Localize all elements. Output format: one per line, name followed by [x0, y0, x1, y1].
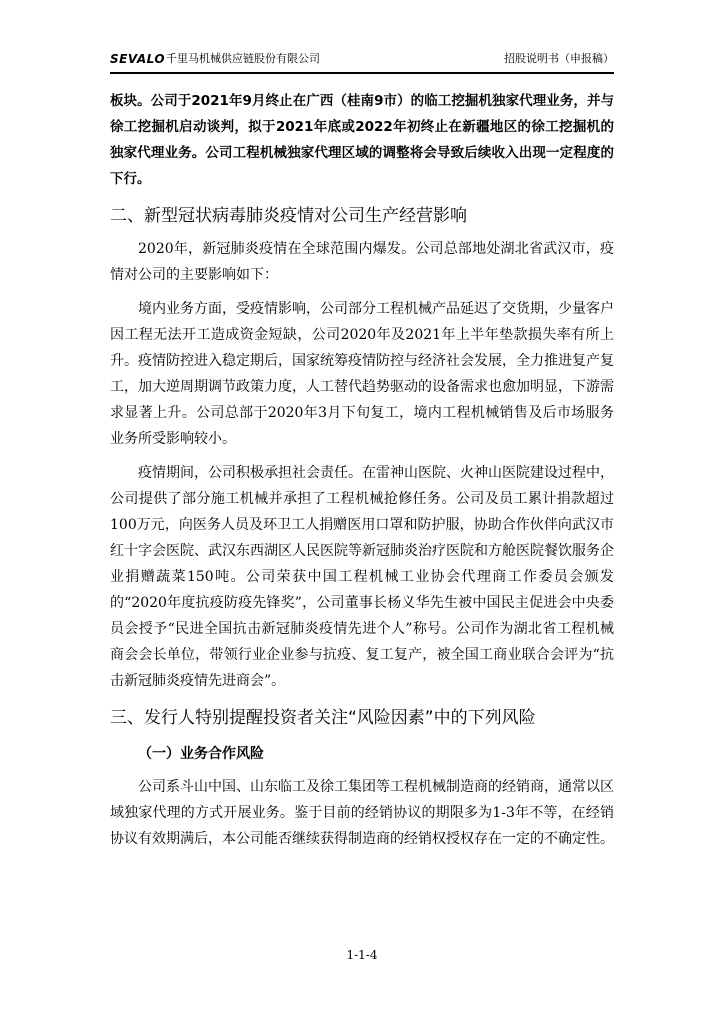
company-logo: SEVALO — [110, 52, 166, 66]
section-heading-covid: 二、新型冠状病毒肺炎疫情对公司生产经营影响 — [110, 206, 467, 226]
paragraph-domestic-business: 境内业务方面，受疫情影响，公司部分工程机械产品延迟了交货期，少量客户因工程无法开工造成资金短缺，公司2020年及2021年上半年垫款损失率有所上升。疫情防控进入稳定期后，国家统筹疫情防控与经济社会发展，全力推进复产复工，加大逆周期调节政策力度，人工替代趋势驱动的设备需求也愈加明显，下游需求显著上升。公司总部于2020年3月下旬复工，境内工程机械销售及后市场服务业务所受影响较小。 — [110, 301, 614, 447]
section-heading-risk: 三、发行人特别提醒投资者关注“风险因素”中的下列风险 — [110, 708, 536, 728]
document-type: 招股说明书（申报稿） — [504, 52, 614, 65]
paragraph-business-risk: 公司系斗山中国、山东临工及徐工集团等工程机械制造商的经销商，通常以区域独家代理的方式开展业务。鉴于目前的经销协议的期限多为1-3年不等，在经销协议有效期满后，本公司能否继续获得制造商的经销权授权存在一定的不确定性。 — [110, 779, 614, 847]
page-content — [110, 88, 614, 852]
paragraph-covid-intro: 2020年，新冠肺炎疫情在全球范围内爆发。公司总部地处湖北省武汉市，疫情对公司的主要影响如下： — [110, 241, 614, 283]
paragraph-social-responsibility: 疫情期间，公司积极承担社会责任。在雷神山医院、火神山医院建设过程中，公司提供了部分施工机械并承担了工程机械抢修任务。公司及员工累计捐款超过100万元，向医务人员及环卫工人捐赠医用口罩和防护服，协助合作伙伴向武汉市红十字会医院、武汉东西湖区人民医院等新冠肺炎治疗医院和方舱医院餐饮服务企业捐赠蔬菜150吨。公司荣获中国工程机械工业协会代理商工作委员会颁发的“2020年度抗疫防疫先锋奖”，公司董事长杨义华先生被中国民主促进会中央委员会授予“民进全国抗击新冠肺炎疫情先进个人”称号。公司作为湖北省工程机械商会会长单位，带领行业企业参与抗疫、复工复产，被全国工商业联合会评为“抗击新冠肺炎疫情先进商会”。 — [110, 465, 614, 689]
page-number: 1-1-4 — [346, 948, 378, 962]
paragraph-continued: 板块。公司于2021年9月终止在广西（桂南9市）的临工挖掘机独家代理业务，并与徐工挖掘机启动谈判，拟于2021年底或2022年初终止在新疆地区的徐工挖掘机的独家代理业务。公司工程机械独家代理区域的调整将会导致后续收入出现一定程度的下行。 — [110, 93, 614, 187]
company-name: 千里马机械供应链股份有限公司 — [166, 52, 320, 65]
page-header — [110, 50, 614, 74]
subsection-heading-business-risk: （一）业务合作风险 — [138, 746, 264, 762]
